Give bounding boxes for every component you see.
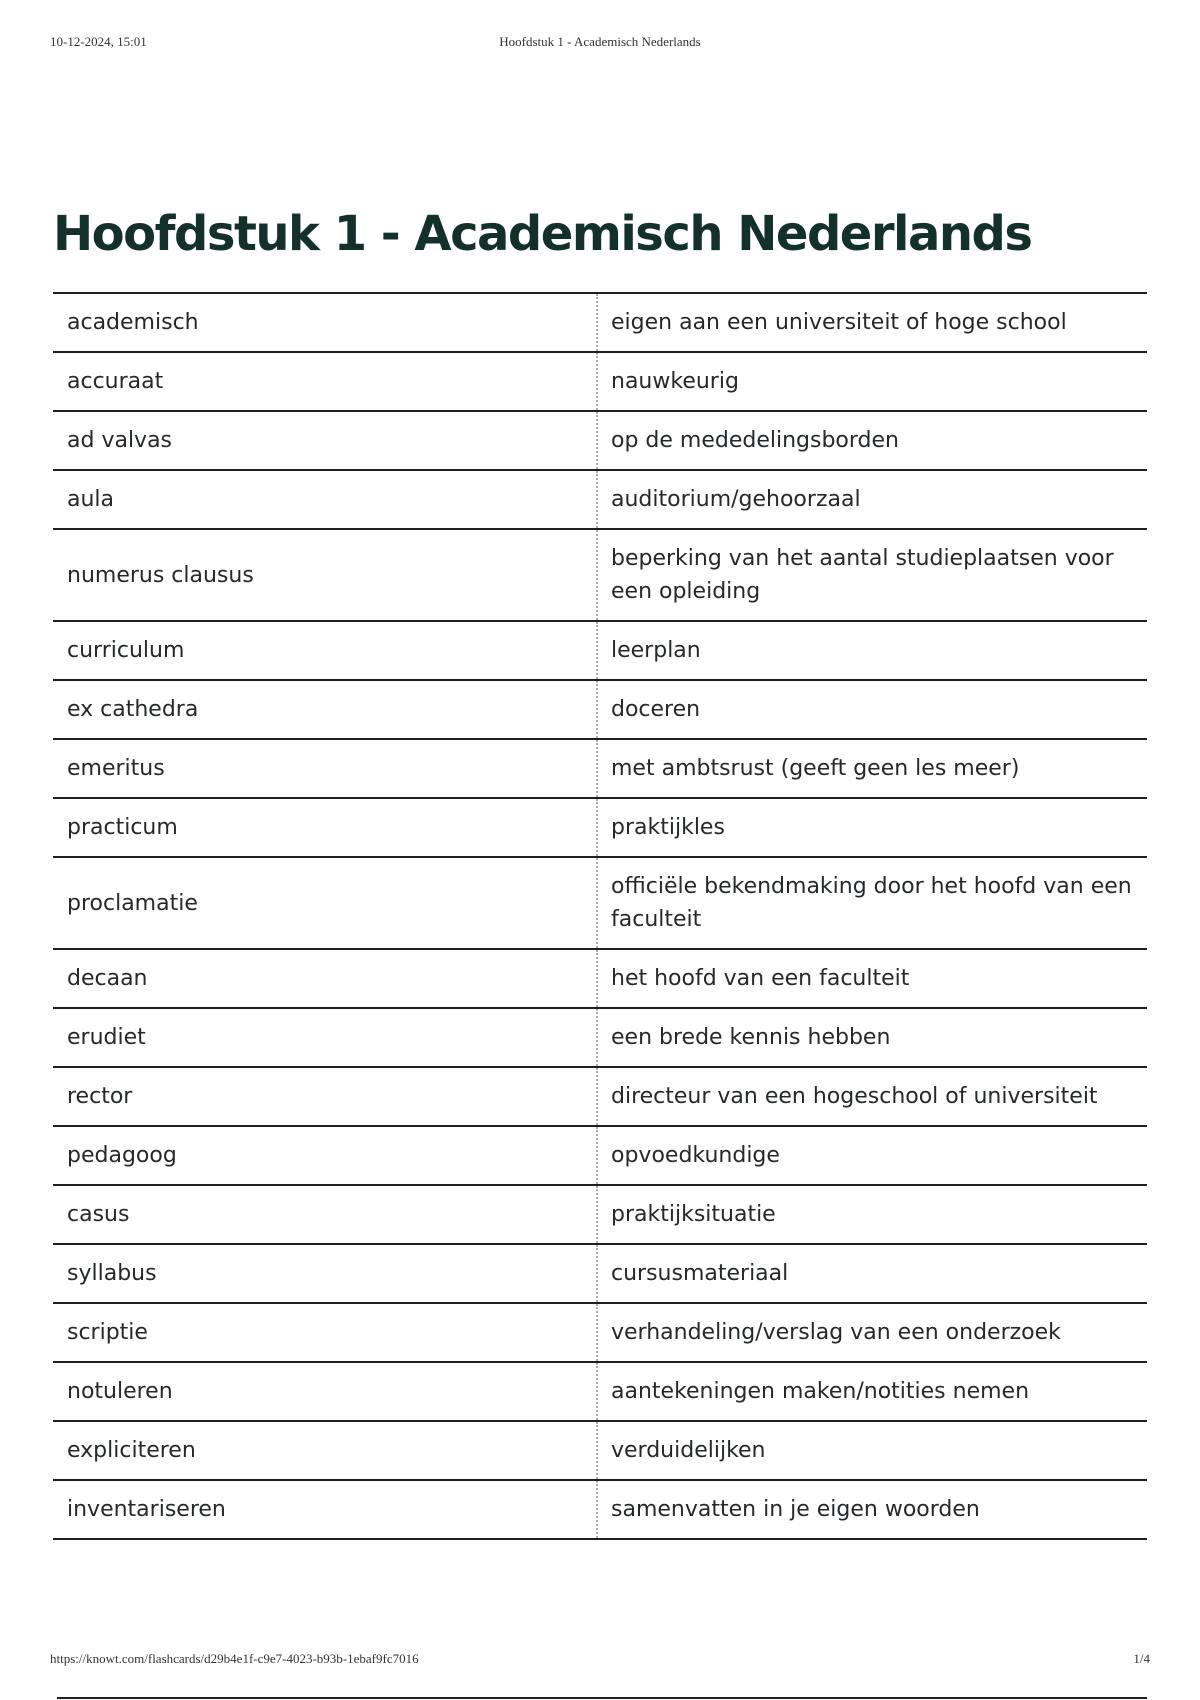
flashcard-table: [53, 292, 1147, 1540]
flashcard-row: [53, 1421, 1147, 1480]
flashcard-definition: het hoofd van een faculteit: [597, 949, 1147, 1008]
flashcard-row: [53, 949, 1147, 1008]
flashcard-row: [53, 411, 1147, 470]
flashcard-definition: een brede kennis hebben: [597, 1008, 1147, 1067]
flashcard-definition: eigen aan een universiteit of hoge school: [597, 293, 1147, 352]
flashcard-definition: verhandeling/verslag van een onderzoek: [597, 1303, 1147, 1362]
page-url: https://knowt.com/flashcards/d29b4e1f-c9e7-4023-b93b-1ebaf9fc7016: [50, 1651, 419, 1666]
flashcard-term: emeritus: [67, 756, 165, 781]
flashcard-definition: cursusmateriaal: [597, 1244, 1147, 1303]
flashcard-term: casus: [67, 1202, 130, 1227]
flashcard-term: aula: [67, 487, 115, 512]
flashcard-term: curriculum: [67, 638, 185, 663]
flashcard-definition: auditorium/gehoorzaal: [597, 470, 1147, 529]
flashcard-row: [53, 529, 1147, 621]
flashcard-row: [53, 470, 1147, 529]
flashcard-definition: doceren: [597, 680, 1147, 739]
flashcard-term: accuraat: [67, 369, 164, 394]
flashcard-definition: directeur van een hogeschool of universiteit: [597, 1067, 1147, 1126]
flashcard-term: academisch: [67, 310, 199, 335]
flashcard-term: decaan: [67, 966, 148, 991]
flashcard-term: inventariseren: [67, 1497, 226, 1522]
flashcard-definition: leerplan: [597, 621, 1147, 680]
flashcard-definition: verduidelijken: [597, 1421, 1147, 1480]
flashcard-definition: nauwkeurig: [597, 352, 1147, 411]
flashcard-definition: beperking van het aantal studieplaatsen voor een opleiding: [597, 529, 1147, 621]
flashcard-term: proclamatie: [67, 890, 198, 916]
print-document-title: Hoofdstuk 1 - Academisch Nederlands: [499, 34, 701, 49]
flashcard-term: rector: [67, 1084, 133, 1109]
flashcard-term: practicum: [67, 815, 178, 840]
bottom-rule: [57, 1697, 1147, 1699]
flashcard-row: [53, 857, 1147, 949]
flashcard-row: [53, 1185, 1147, 1244]
flashcard-row: [53, 1008, 1147, 1067]
flashcard-term: ad valvas: [67, 428, 173, 453]
flashcard-row: [53, 1480, 1147, 1539]
flashcard-row: [53, 1067, 1147, 1126]
flashcard-definition: praktijkles: [597, 798, 1147, 857]
flashcard-row: [53, 352, 1147, 411]
flashcard-term: scriptie: [67, 1320, 148, 1345]
page-title: Hoofdstuk 1 - Academisch Nederlands: [53, 206, 1032, 262]
flashcard-row: [53, 680, 1147, 739]
flashcard-row: [53, 798, 1147, 857]
flashcard-list: [53, 293, 1147, 1539]
flashcard-term: pedagoog: [67, 1143, 177, 1168]
flashcard-definition: met ambtsrust (geeft geen les meer): [597, 739, 1147, 798]
flashcard-row: [53, 621, 1147, 680]
flashcard-term: notuleren: [67, 1379, 173, 1404]
flashcard-row: [53, 1244, 1147, 1303]
flashcard-definition: aantekeningen maken/notities nemen: [597, 1362, 1147, 1421]
flashcard-row: [53, 1303, 1147, 1362]
flashcard-row: [53, 739, 1147, 798]
flashcard-term: ex cathedra: [67, 697, 199, 722]
flashcard-definition: op de mededelingsborden: [597, 411, 1147, 470]
page-number: 1/4: [1133, 1651, 1150, 1666]
flashcard-term: numerus clausus: [67, 562, 254, 588]
flashcard-term: erudiet: [67, 1025, 146, 1050]
flashcard-term: expliciteren: [67, 1438, 196, 1463]
print-datetime: 10-12-2024, 15:01: [50, 34, 147, 49]
flashcard-row: [53, 293, 1147, 352]
flashcard-row: [53, 1126, 1147, 1185]
flashcard-definition: praktijksituatie: [597, 1185, 1147, 1244]
flashcard-definition: officiële bekendmaking door het hoofd van een faculteit: [597, 857, 1147, 949]
flashcard-row: [53, 1362, 1147, 1421]
flashcard-definition: opvoedkundige: [597, 1126, 1147, 1185]
flashcard-term: syllabus: [67, 1261, 157, 1286]
flashcard-definition: samenvatten in je eigen woorden: [597, 1480, 1147, 1539]
print-header: [50, 34, 1150, 50]
print-footer: [50, 1651, 1150, 1667]
